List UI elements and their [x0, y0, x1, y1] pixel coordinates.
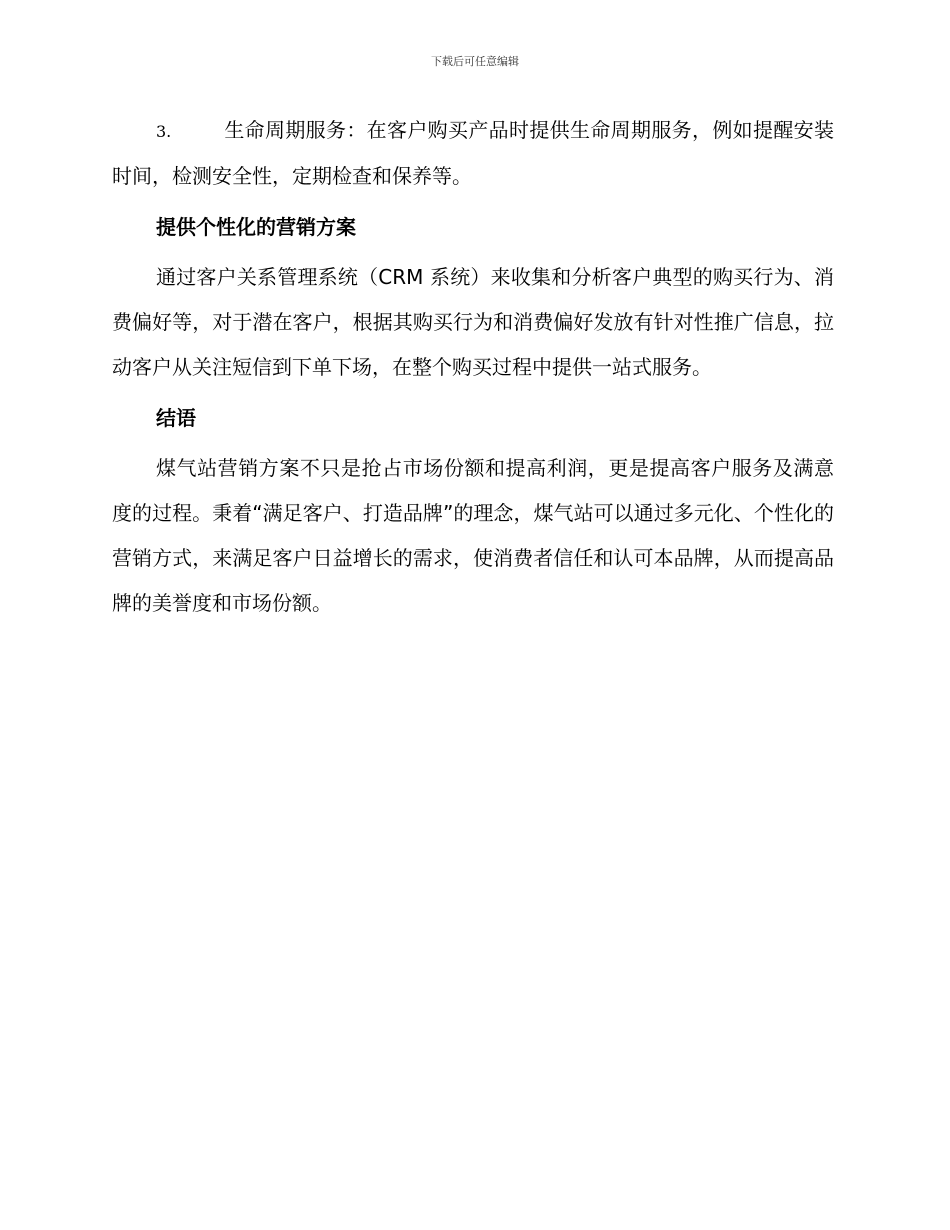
paragraph-conclusion: 煤气站营销方案不只是抢占市场份额和提高利润，更是提高客户服务及满意度的过程。秉着“满足客户、打造品牌”的理念，煤气站可以通过多元化、个性化的营销方式，来满足客户日益增长的需求，使消费者信任和认可本品牌，从而提高品牌的美誉度和市场份额。	[112, 456, 834, 615]
page-header: 下载后可任意编辑	[431, 55, 519, 68]
list-number: 3.	[156, 122, 172, 141]
section-heading-personalized-marketing: 提供个性化的营销方案	[156, 215, 356, 239]
paragraph-personalized-marketing: 通过客户关系管理系统（CRM 系统）来收集和分析客户典型的购买行为、消费偏好等，对于潜在客户，根据其购买行为和消费偏好发放有针对性推广信息，拉动客户从关注短信到下单下场，在整个购买过程中提供一站式服务。	[112, 265, 834, 379]
document-body	[112, 108, 834, 626]
section-heading-conclusion: 结语	[156, 406, 196, 430]
list-item-lifecycle-service	[112, 108, 834, 199]
list-item-text: 生命周期服务：在客户购买产品时提供生命周期服务，例如提醒安装时间，检测安全性，定期检查和保养等。	[112, 118, 834, 188]
